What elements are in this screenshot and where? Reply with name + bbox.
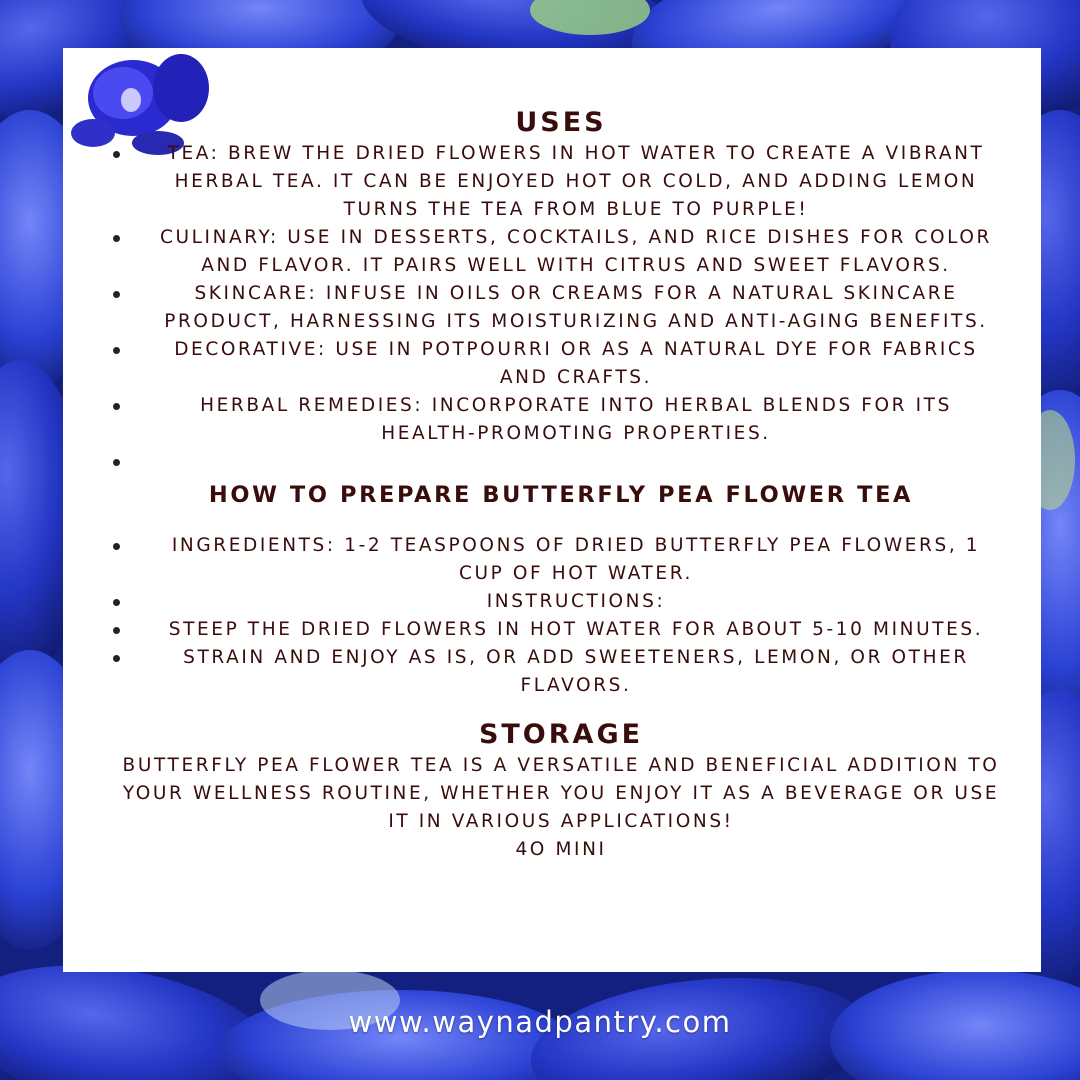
- storage-text: BUTTERFLY PEA FLOWER TEA IS A VERSATILE AND BENEFICIAL ADDITION TO YOUR WELLNESS ROUTINE, WHETHER YOU ENJOY IT AS A BEVERAGE OR USE IT IN VARIOUS APPLICATIONS!: [122, 755, 1000, 832]
- list-item: HERBAL REMEDIES: INCORPORATE INTO HERBAL BLENDS FOR ITS HEALTH-PROMOTING PROPERTIES.: [111, 392, 1011, 448]
- list-item: INGREDIENTS: 1-2 TEASPOONS OF DRIED BUTTERFLY PEA FLOWERS, 1 CUP OF HOT WATER.: [111, 532, 1011, 588]
- list-item: STEEP THE DRIED FLOWERS IN HOT WATER FOR ABOUT 5-10 MINUTES.: [111, 616, 1011, 644]
- content-body: [111, 106, 1011, 864]
- storage-note: 4O MINI: [515, 839, 607, 860]
- list-item: SKINCARE: INFUSE IN OILS OR CREAMS FOR A NATURAL SKINCARE PRODUCT, HARNESSING ITS MOISTURIZING AND ANTI-AGING BENEFITS.: [111, 280, 1011, 336]
- howto-list: [111, 532, 1011, 700]
- list-item: DECORATIVE: USE IN POTPOURRI OR AS A NATURAL DYE FOR FABRICS AND CRAFTS.: [111, 336, 1011, 392]
- list-item-empty: [111, 448, 1011, 476]
- uses-heading: USES: [515, 107, 607, 138]
- storage-heading: STORAGE: [478, 719, 644, 750]
- howto-heading: HOW TO PREPARE BUTTERFLY PEA FLOWER TEA: [208, 482, 914, 508]
- list-item: INSTRUCTIONS:: [111, 588, 1011, 616]
- list-item: CULINARY: USE IN DESSERTS, COCKTAILS, AND RICE DISHES FOR COLOR AND FLAVOR. IT PAIRS WELL WITH CITRUS AND SWEET FLAVORS.: [111, 224, 1011, 280]
- list-item: STRAIN AND ENJOY AS IS, OR ADD SWEETENERS, LEMON, OR OTHER FLAVORS.: [111, 644, 1011, 700]
- list-item: TEA: BREW THE DRIED FLOWERS IN HOT WATER TO CREATE A VIBRANT HERBAL TEA. IT CAN BE ENJOYED HOT OR COLD, AND ADDING LEMON TURNS THE TEA FROM BLUE TO PURPLE!: [111, 140, 1011, 224]
- uses-list: [111, 140, 1011, 476]
- content-card: [63, 48, 1041, 972]
- website-url: www.waynadpantry.com: [348, 1005, 732, 1039]
